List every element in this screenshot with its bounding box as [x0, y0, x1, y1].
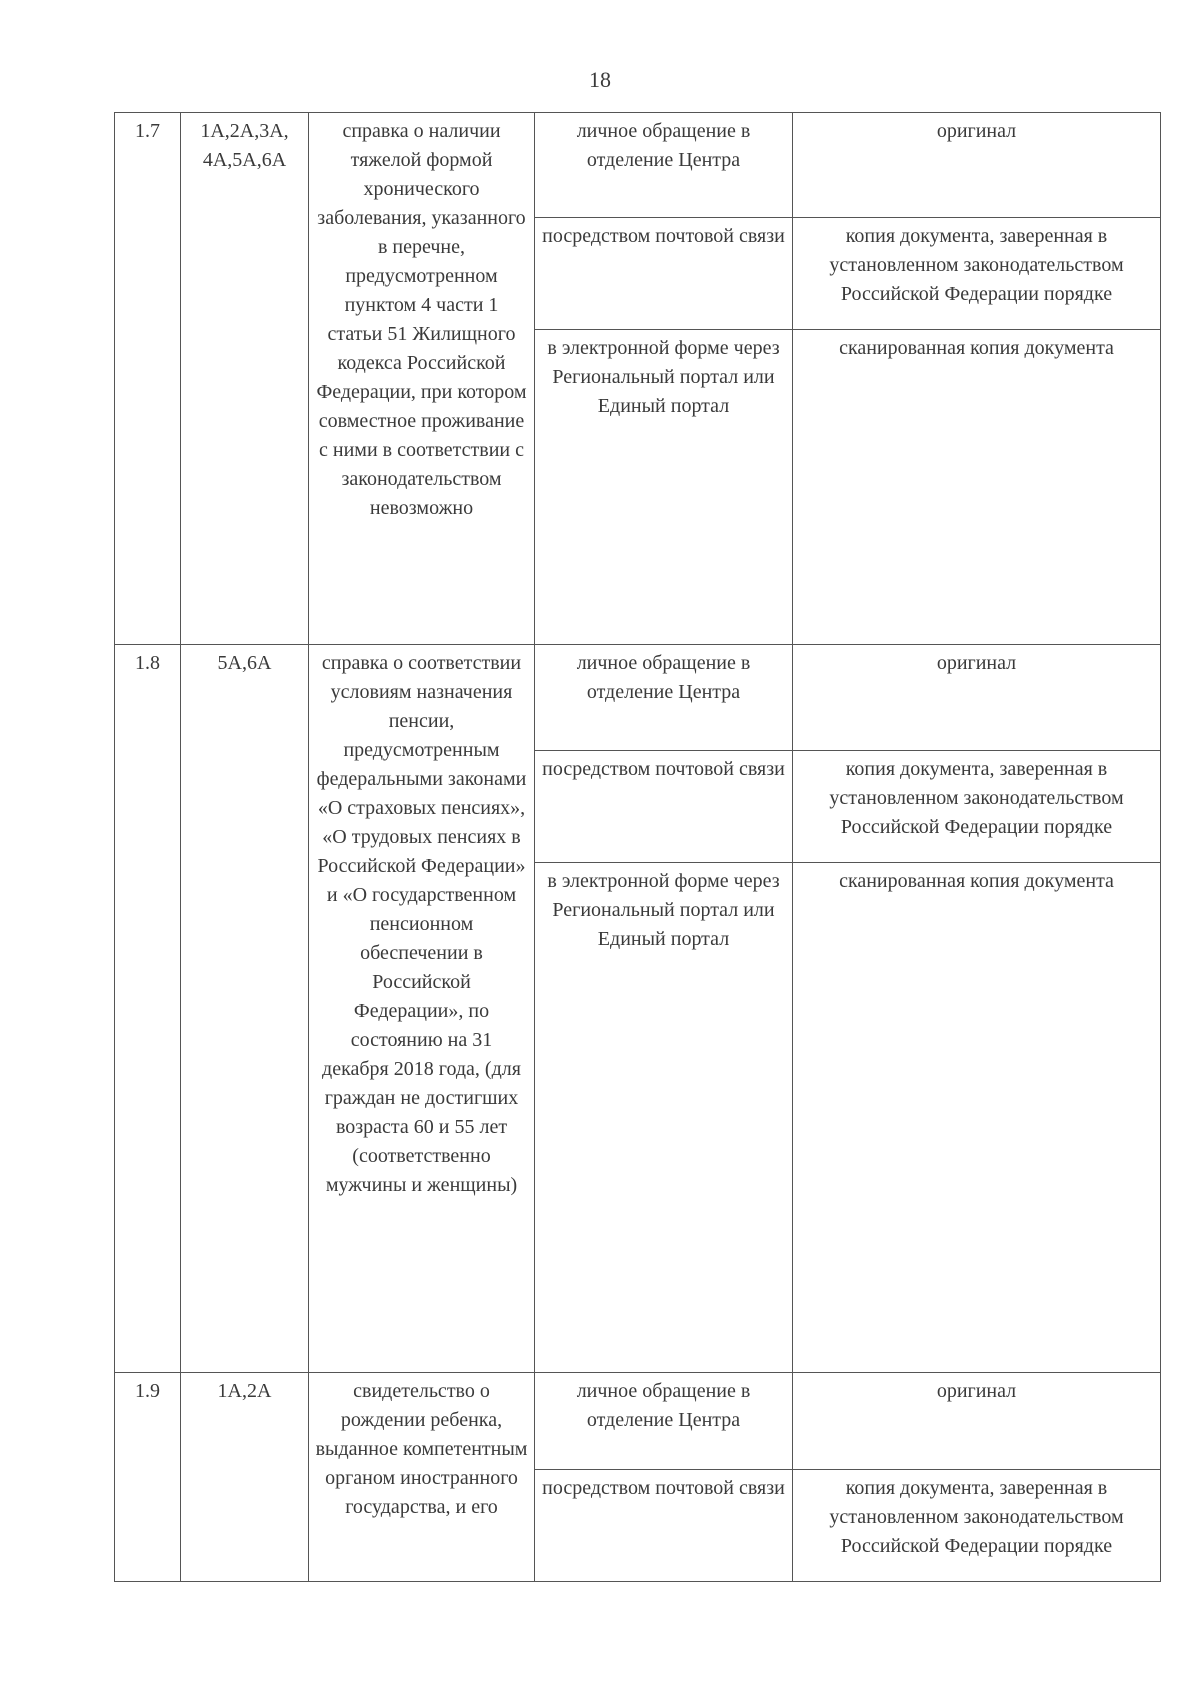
applicant-categories: 1А,2А [181, 1373, 309, 1582]
submission-method: личное обращение в отделение Центра [535, 113, 793, 218]
document-name: справка о соответствии условиям назначения пенсии, предусмотренным федеральными законами «О страховых пенсиях», «О трудовых пенсиях в Российской Федерации» и «О государственном пенсионном обеспечении в Российской Федерации», по состоянию на 31 декабря 2018 года, (для граждан не достигших возраста 60 и 55 лет (соответственно мужчины и женщины) [309, 645, 535, 1373]
table-row [115, 645, 1161, 751]
document-form: оригинал [793, 645, 1161, 751]
row-number: 1.7 [115, 113, 181, 645]
submission-method: посредством почтовой связи [535, 218, 793, 330]
applicant-categories: 1А,2А,3А, 4А,5А,6А [181, 113, 309, 645]
submission-method: в электронной форме через Региональный портал или Единый портал [535, 863, 793, 1373]
document-form: оригинал [793, 1373, 1161, 1470]
submission-method: личное обращение в отделение Центра [535, 1373, 793, 1470]
submission-method: личное обращение в отделение Центра [535, 645, 793, 751]
row-number: 1.8 [115, 645, 181, 1373]
document-name: справка о наличии тяжелой формой хронического заболевания, указанного в перечне, предусмотренном пунктом 4 части 1 статьи 51 Жилищного кодекса Российской Федерации, при котором совместное проживание с ними в соответствии с законодательством невозможно [309, 113, 535, 645]
document-form: копия документа, заверенная в установленном законодательством Российской Федерации порядке [793, 218, 1161, 330]
document-form: копия документа, заверенная в установленном законодательством Российской Федерации порядке [793, 1470, 1161, 1582]
submission-method: посредством почтовой связи [535, 751, 793, 863]
submission-method: посредством почтовой связи [535, 1470, 793, 1582]
applicant-categories: 5А,6А [181, 645, 309, 1373]
document-form: копия документа, заверенная в установленном законодательством Российской Федерации порядке [793, 751, 1161, 863]
document-form: сканированная копия документа [793, 863, 1161, 1373]
table-row [115, 1373, 1161, 1470]
document-name: свидетельство о рождении ребенка, выданное компетентным органом иностранного государства, и его [309, 1373, 535, 1582]
document-form: оригинал [793, 113, 1161, 218]
document-form: сканированная копия документа [793, 330, 1161, 645]
table-row [115, 113, 1161, 218]
submission-method: в электронной форме через Региональный портал или Единый портал [535, 330, 793, 645]
page-number: 18 [589, 67, 611, 92]
documents-table [114, 112, 1161, 1582]
row-number: 1.9 [115, 1373, 181, 1582]
